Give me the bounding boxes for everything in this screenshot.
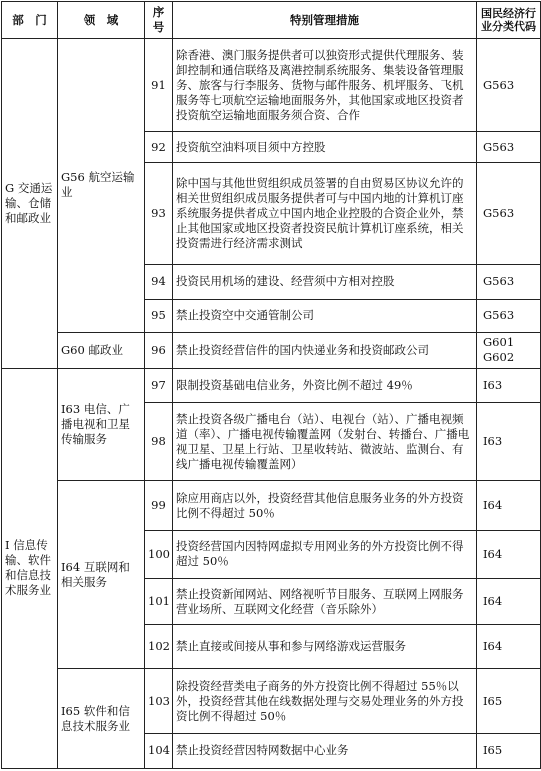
table-row — [2, 39, 541, 132]
measure-text: 禁止投资空中交通管制公司 — [173, 299, 477, 332]
row-number: 91 — [145, 39, 173, 132]
measure-text: 禁止投资经营信件的国内快递业务和投资邮政公司 — [173, 332, 477, 368]
measure-text: 禁止直接或间接从事和参与网络游戏运营服务 — [173, 625, 477, 669]
field-cell-i63: I63 电信、广播电视和卫星传输服务 — [58, 368, 145, 481]
measure-text: 投资经营国内因特网虚拟专用网业务的外方投资比例不得超过 50％ — [173, 530, 477, 578]
industry-code: I64 — [477, 530, 541, 578]
measure-text: 禁止投资新闻网站、网络视听节目服务、互联网上网服务营业场所、互联网文化经营（音乐除外） — [173, 578, 477, 624]
measure-text: 限制投资基础电信业务，外资比例不超过 49％ — [173, 368, 477, 403]
row-number: 100 — [145, 530, 173, 578]
dept-cell-g: G 交通运输、仓储和邮政业 — [2, 39, 58, 369]
measure-text: 除投资经营类电子商务的外方投资比例不得超过 55％以外，投资经营其他在线数据处理与交易处理业务的外方投资比例不得超过 50％ — [173, 669, 477, 734]
header-field: 领 域 — [58, 2, 145, 39]
header-measure: 特别管理措施 — [173, 2, 477, 39]
field-cell-g56: G56 航空运输业 — [58, 39, 145, 333]
row-number: 101 — [145, 578, 173, 624]
industry-code: I63 — [477, 368, 541, 403]
industry-code: I65 — [477, 733, 541, 768]
row-number: 99 — [145, 481, 173, 530]
measure-text: 禁止投资经营因特网数据中心业务 — [173, 733, 477, 768]
row-number: 103 — [145, 669, 173, 734]
row-number: 104 — [145, 733, 173, 768]
measure-text: 除应用商店以外，投资经营其他信息服务业务的外方投资比例不得超过 50％ — [173, 481, 477, 530]
table-row — [2, 669, 541, 734]
header-no: 序号 — [145, 2, 173, 39]
industry-code: I63 — [477, 403, 541, 481]
measure-text: 投资民用机场的建设、经营须中方相对控股 — [173, 264, 477, 299]
row-number: 102 — [145, 625, 173, 669]
field-cell-i64: I64 互联网和相关服务 — [58, 481, 145, 669]
management-measures-table — [1, 1, 541, 769]
row-number: 96 — [145, 332, 173, 368]
industry-code: I64 — [477, 625, 541, 669]
dept-cell-i: I 信息传输、软件和信息技术服务业 — [2, 368, 58, 768]
table-row — [2, 481, 541, 530]
row-number: 98 — [145, 403, 173, 481]
row-number: 97 — [145, 368, 173, 403]
row-number: 92 — [145, 132, 173, 163]
industry-code: I64 — [477, 578, 541, 624]
header-row — [2, 2, 541, 39]
field-cell-i65: I65 软件和信息技术服务业 — [58, 669, 145, 769]
header-code: 国民经济行业分类代码 — [477, 2, 541, 39]
table-row — [2, 368, 541, 403]
industry-code: G563 — [477, 264, 541, 299]
industry-code: G563 — [477, 39, 541, 132]
industry-code: I65 — [477, 669, 541, 734]
measure-text: 投资航空油料项目须中方控股 — [173, 132, 477, 163]
header-dept: 部 门 — [2, 2, 58, 39]
measure-text: 除香港、澳门服务提供者可以独资形式提供代理服务、装卸控制和通信联络及离港控制系统服务、集装设备管理服务、旅客与行李服务、货物与邮件服务、机坪服务、飞机服务等七项航空运输地面服务外，其他国家或地区投资者投资航空运输地面服务须合资、合作 — [173, 39, 477, 132]
row-number: 94 — [145, 264, 173, 299]
industry-code: I64 — [477, 481, 541, 530]
table-row — [2, 332, 541, 368]
row-number: 93 — [145, 163, 173, 265]
industry-code: G563 — [477, 163, 541, 265]
measure-text: 除中国与其他世贸组织成员签署的自由贸易区协议允许的相关世贸组织成员服务提供者可与中国内地的计算机订座系统服务提供者成立中国内地企业控股的合资企业外，禁止其他国家或地区投资者投资民航计算机订座系统，相关投资需进行经济需求测试 — [173, 163, 477, 265]
industry-code: G563 — [477, 299, 541, 332]
field-cell-g60: G60 邮政业 — [58, 332, 145, 368]
industry-code: G563 — [477, 132, 541, 163]
row-number: 95 — [145, 299, 173, 332]
industry-code: G601 G602 — [477, 332, 541, 368]
measure-text: 禁止投资各级广播电台（站）、电视台（站）、广播电视频道（率）、广播电视传输覆盖网（发射台、转播台、广播电视卫星、卫星上行站、卫星收转站、微波站、监测台、有线广播电视传输覆盖网） — [173, 403, 477, 481]
